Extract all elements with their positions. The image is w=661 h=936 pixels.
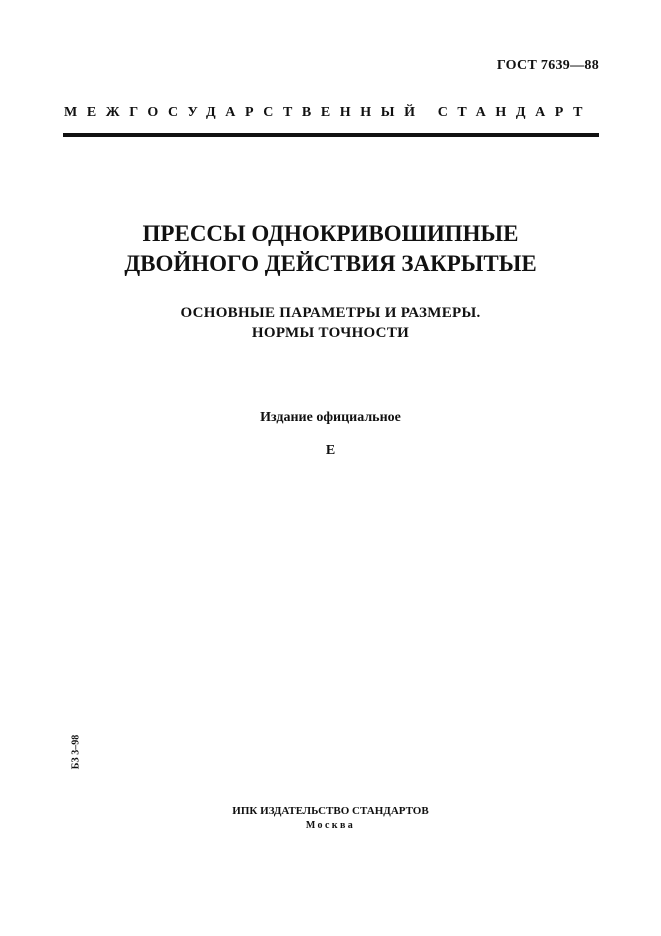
side-code-text: БЗ 3–98: [70, 734, 82, 770]
publisher-city: Москва: [305, 820, 356, 831]
document-number: ГОСТ 7639—88: [496, 58, 599, 73]
subtitle: [0, 303, 661, 343]
subtitle-line-2: НОРМЫ ТОЧНОСТИ: [251, 325, 410, 341]
publisher-name: ИПК ИЗДАТЕЛЬСТВО СТАНДАРТОВ: [232, 805, 429, 817]
subtitle-line-1: ОСНОВНЫЕ ПАРАМЕТРЫ И РАЗМЕРЫ.: [180, 305, 481, 321]
main-title-line-2: ДВОЙНОГО ДЕЙСТВИЯ ЗАКРЫТЫЕ: [124, 251, 537, 276]
main-title: [0, 219, 661, 279]
standard-type-heading: МЕЖГОСУДАРСТВЕННЫЙ СТАНДАРТ: [64, 105, 593, 120]
main-title-line-1: ПРЕССЫ ОДНОКРИВОШИПНЫЕ: [142, 221, 519, 246]
edition-letter: Е: [325, 443, 336, 458]
header-divider: [63, 133, 599, 137]
edition-label: Издание официальное: [260, 410, 401, 425]
